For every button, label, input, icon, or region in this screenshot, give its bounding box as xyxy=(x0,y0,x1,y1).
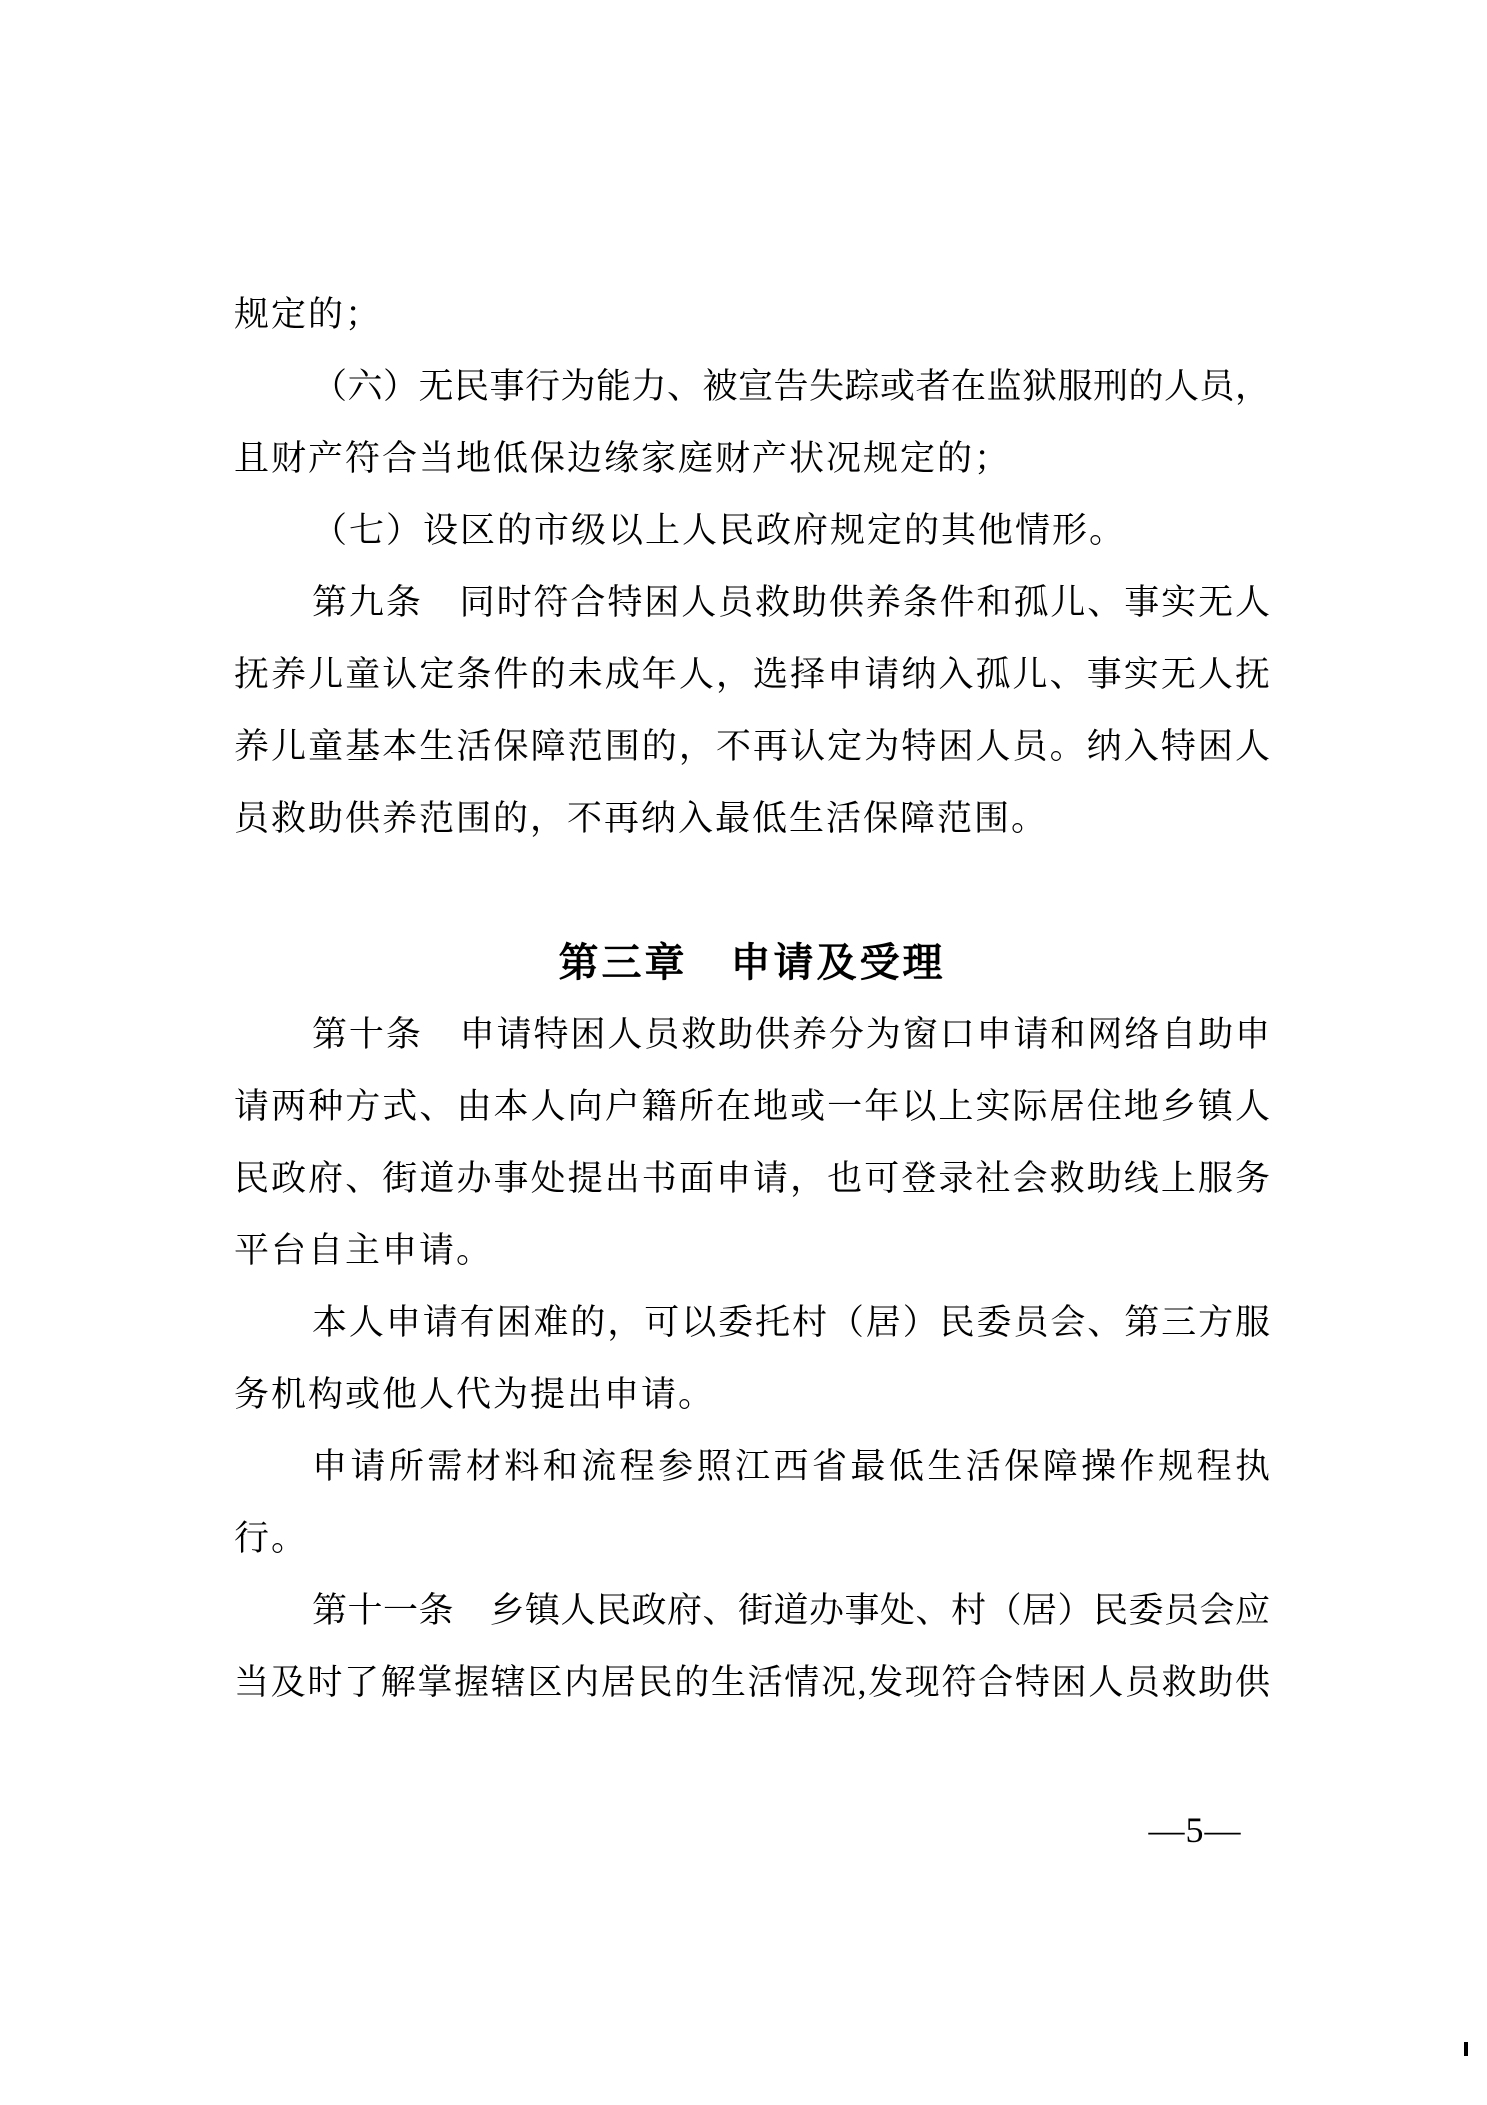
body-line: （六）无民事行为能力、被宣告失踪或者在监狱服刑的人员， xyxy=(312,367,1270,406)
body-line: 养儿童基本生活保障范围的，不再认定为特困人员。纳入特困人 xyxy=(234,727,1270,766)
body-line: 民政府、街道办事处提出书面申请，也可登录社会救助线上服务 xyxy=(234,1159,1270,1198)
body-line: 且财产符合当地低保边缘家庭财产状况规定的； xyxy=(234,439,1012,478)
scan-artifact-mark xyxy=(1464,2042,1468,2056)
body-line: 行。 xyxy=(234,1519,309,1558)
body-line-article-11: 第十一条 乡镇人民政府、街道办事处、村（居）民委员会应 xyxy=(312,1591,1270,1630)
body-line: 本人申请有困难的，可以委托村（居）民委员会、第三方服 xyxy=(312,1303,1270,1342)
body-line: 当及时了解掌握辖区内居民的生活情况,发现符合特困人员救助供 xyxy=(234,1663,1270,1702)
body-line: 务机构或他人代为提出申请。 xyxy=(234,1375,716,1414)
page-number: —5— xyxy=(1148,1810,1242,1850)
body-line-article-9: 第九条 同时符合特困人员救助供养条件和孤儿、事实无人 xyxy=(312,583,1270,622)
body-line: 规定的； xyxy=(234,295,383,334)
body-line: 申请所需材料和流程参照江西省最低生活保障操作规程执 xyxy=(312,1447,1270,1486)
body-line: 员救助供养范围的，不再纳入最低生活保障范围。 xyxy=(234,799,1049,838)
body-line-article-10: 第十条 申请特困人员救助供养分为窗口申请和网络自助申 xyxy=(312,1015,1270,1054)
body-line: 平台自主申请。 xyxy=(234,1231,494,1270)
body-line: （七）设区的市级以上人民政府规定的其他情形。 xyxy=(312,511,1127,550)
blank-line xyxy=(234,855,1270,927)
body-line: 抚养儿童认定条件的未成年人，选择申请纳入孤儿、事实无人抚 xyxy=(234,655,1270,694)
body-line: 请两种方式、由本人向户籍所在地或一年以上实际居住地乡镇人 xyxy=(234,1087,1270,1126)
document-body xyxy=(234,279,1270,1719)
chapter-heading: 第三章 申请及受理 xyxy=(558,941,946,985)
